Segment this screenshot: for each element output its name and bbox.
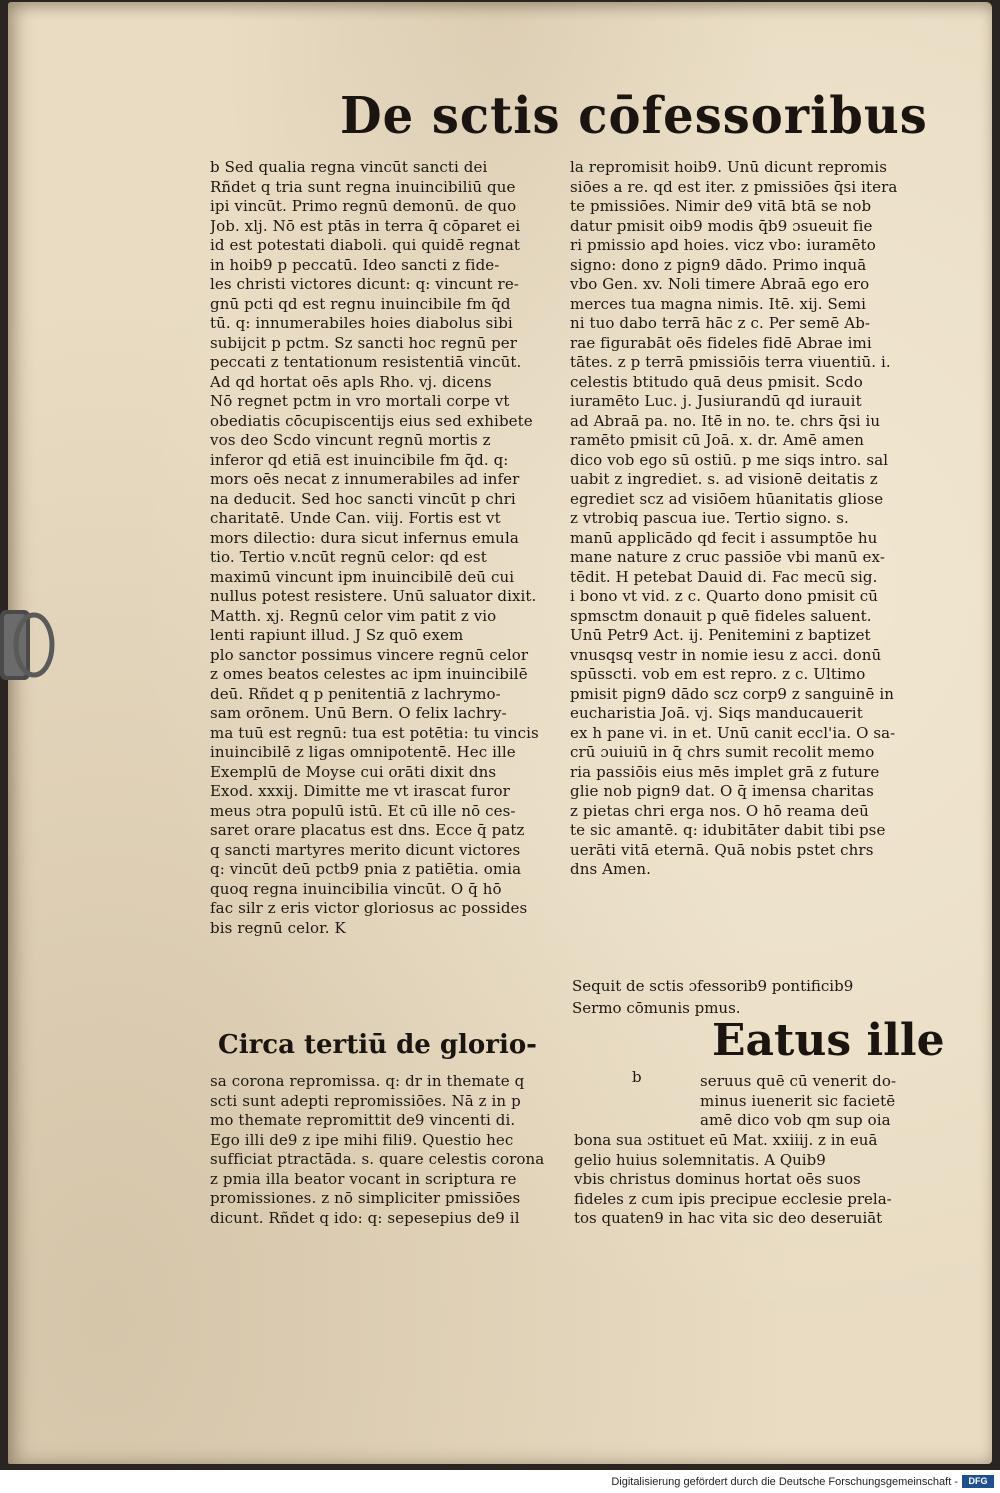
text-line: Exod. xxxij. Dimitte me vt irascat furor bbox=[210, 782, 510, 800]
text-line: Rñdet q tria sunt regna inuincibiliū que bbox=[210, 177, 516, 196]
text-line: sufficiat ptractāda. s. quare celestis corona bbox=[210, 1150, 545, 1168]
text-line: sam orōnem. Unū Bern. O felix lachry- bbox=[210, 704, 507, 722]
text-line: glie nob pign9 dat. O q̄ imensa charitas bbox=[570, 782, 874, 800]
text-line: Job. xlj. Nō est ptās in terra q̄ cōparet ei bbox=[210, 216, 521, 235]
text-line: na deducit. Sed hoc sancti vincūt p chri bbox=[210, 489, 516, 508]
text-line: gnū pcti qd est regnu inuincibile fm q̄d bbox=[210, 294, 511, 313]
text-line: te pmissiōes. Nimir de9 vitā btā se nob bbox=[570, 197, 872, 215]
text-line: fideles z cum ipis precipue ecclesie prela- bbox=[574, 1189, 892, 1208]
text-line: subijcit p pctm. Sz sancti hoc regnū per bbox=[210, 333, 518, 352]
text-line: deū. Rñdet q p penitentiā z lachrymo- bbox=[210, 684, 501, 703]
text-line: vnusqsq vestr in nomie iesu z acci. donū bbox=[570, 645, 882, 664]
dfg-logo: DFG bbox=[962, 1475, 994, 1488]
right-column-indented bbox=[700, 1072, 935, 1131]
text-line: mo themate repromittit de9 vincenti di. bbox=[210, 1111, 516, 1129]
text-line: amē dico vob qm sup oia bbox=[700, 1111, 891, 1129]
text-line: uerāti vitā eternā. Quā nobis pstet chrs bbox=[570, 840, 874, 859]
text-line: inuincibilē z ligas omnipotentē. Hec ille bbox=[210, 743, 516, 761]
text-line: mane nature z cruc passiōe vbi manū ex- bbox=[570, 548, 886, 566]
text-line: egrediet scz ad visiōem hūanitatis gliose bbox=[570, 489, 884, 508]
text-line: inferor qd etiā est inuincibile fm q̄d. q: bbox=[210, 450, 509, 469]
text-line: z omes beatos celestes ac ipm inuincibilē bbox=[210, 665, 528, 683]
text-line: id est potestati diaboli. qui quidē regnat bbox=[210, 236, 521, 254]
text-line: saret orare placatus est dns. Ecce q̄ patz bbox=[210, 821, 525, 839]
text-line: te sic amantē. q: idubitāter dabit tibi pse bbox=[570, 821, 886, 839]
text-line: nullus potest resistere. Unū saluator dixit. bbox=[210, 587, 537, 605]
text-line: vbo Gen. xv. Noli timere Abraā ego ero bbox=[570, 275, 870, 293]
text-line: merces tua magna nimis. Itē. xij. Semi bbox=[570, 294, 867, 313]
text-line: Unū Petr9 Act. ij. Penitemini z baptizet bbox=[570, 626, 871, 644]
right-column bbox=[570, 158, 935, 880]
text-line: tū. q: innumerabiles hoies diabolus sibi bbox=[210, 314, 513, 332]
footer-credit: Digitalisierung gefördert durch die Deutsche Forschungsgemeinschaft - bbox=[611, 1476, 958, 1488]
text-line: i bono vt vid. z c. Quarto dono pmisit cū bbox=[570, 587, 879, 605]
text-line: dicunt. Rñdet q ido: q: sepesepius de9 il bbox=[210, 1208, 520, 1227]
text-line: Sermo cōmunis pmus. bbox=[572, 999, 741, 1017]
text-line: bona sua ɔstituet eū Mat. xxiiij. z in euā bbox=[574, 1131, 878, 1149]
text-line: ni tuo dabo terrā hāc z c. Per semē Ab- bbox=[570, 314, 871, 332]
text-line: Ego illi de9 z ipe mihi fili9. Questio hec bbox=[210, 1130, 514, 1149]
text-line: mors dilectio: dura sicut infernus emula bbox=[210, 528, 519, 547]
text-line: siōes a re. qd est iter. z pmissiōes q̄si itera bbox=[570, 177, 898, 196]
text-line: mors oēs necat z innumerabiles ad infer bbox=[210, 470, 520, 488]
text-line: ramēto pmisit cū Joā. x. dr. Amē amen bbox=[570, 431, 865, 449]
text-line: q sancti martyres merito dicunt victores bbox=[210, 840, 521, 859]
text-line: uabit z ingrediet. s. ad visionē deitatis z bbox=[570, 470, 878, 488]
text-line: rae figurabāt oēs fideles fidē Abrae imi bbox=[570, 333, 872, 352]
text-line: maximū vincunt ipm inuincibilē deū cui bbox=[210, 567, 515, 586]
decorative-initial-heading: Eatus ille bbox=[712, 1015, 945, 1066]
text-line: pmisit pign9 dādo scz corp9 z sanguinē in bbox=[570, 684, 895, 703]
left-column bbox=[210, 158, 565, 938]
text-line: celestis btitudo quā deus pmisit. Scdo bbox=[570, 372, 863, 391]
text-line: in hoib9 p peccatū. Ideo sancti z fide- bbox=[210, 255, 500, 274]
text-line: les christi victores dicunt: q: vincunt re- bbox=[210, 275, 519, 293]
guide-letter: b bbox=[632, 1068, 642, 1086]
text-line: spūsscti. vob em est repro. z c. Ultimo bbox=[570, 665, 866, 683]
text-line: ria passiōis eius mēs implet grā z future bbox=[570, 762, 880, 781]
text-line: plo sanctor possimus vincere regnū celor bbox=[210, 645, 529, 664]
text-line: Ad qd hortat oēs apls Rho. vj. dicens bbox=[210, 372, 492, 391]
clasp-icon bbox=[0, 600, 56, 690]
text-line: seruus quē cū venerit do- bbox=[700, 1072, 897, 1090]
text-line: tēdit. H petebat Dauid di. Fac mecū sig. bbox=[570, 567, 878, 586]
text-line: ma tuū est regnū: tua est potētia: tu vincis bbox=[210, 723, 539, 742]
left-column-continued bbox=[210, 1072, 565, 1228]
text-line: meus ɔtra populū istū. Et cū ille nō ces- bbox=[210, 801, 516, 820]
text-line: iuramēto Luc. j. Jusiurandū qd iurauit bbox=[570, 392, 862, 410]
text-line: lenti rapiunt illud. J Sz quō exem bbox=[210, 626, 464, 644]
text-line: q: vincūt deū pctb9 pnia z patiētia. omia bbox=[210, 860, 522, 878]
text-line: manū applicādo qd fecit i assumptōe hu bbox=[570, 528, 878, 547]
text-line: Matth. xj. Regnū celor vim patit z vio bbox=[210, 606, 497, 625]
text-line: crū ɔuiuiū in q̄ chrs sumit recolit memo bbox=[570, 743, 875, 761]
text-line: obediatis cōcupiscentijs eius sed exhibete bbox=[210, 411, 533, 430]
text-line: Sequit de sctis ɔfessorib9 pontificib9 bbox=[572, 977, 854, 995]
text-line: spmsctm donauit p quē fideles saluent. bbox=[570, 606, 872, 625]
text-line: z vtrobiq pascua iue. Tertio signo. s. bbox=[570, 509, 849, 527]
text-line: ipi vincūt. Primo regnū demonū. de quo bbox=[210, 197, 517, 215]
text-line: promissiones. z nō simpliciter pmissiōes bbox=[210, 1189, 521, 1207]
text-line: ri pmissio apd hoies. vicz vbo: iuramēto bbox=[570, 236, 876, 254]
text-line: Exemplū de Moyse cui orāti dixit dns bbox=[210, 762, 497, 781]
text-line: gelio huius solemnitatis. A Quib9 bbox=[574, 1150, 826, 1169]
text-line: charitatē. Unde Can. viij. Fortis est vt bbox=[210, 509, 501, 527]
text-line: z pmia illa beator vocant in scriptura re bbox=[210, 1169, 517, 1188]
text-line: signo: dono z pign9 dādo. Primo inquā bbox=[570, 255, 867, 274]
text-line: scti sunt adepti repromissiōes. Nā z in p bbox=[210, 1091, 521, 1110]
text-line: vos deo Scdo vincunt regnū mortis z bbox=[210, 431, 491, 449]
text-line: z pietas chri erga nos. O hō reama deū bbox=[570, 801, 869, 820]
sermon-rubric bbox=[572, 975, 932, 1019]
text-line: dico vob ego sū ostiū. p me siqs intro. sal bbox=[570, 450, 889, 469]
text-line: datur pmisit oib9 modis q̄b9 ɔsueuit fie bbox=[570, 216, 873, 235]
text-line: b Sed qualia regna vincūt sancti dei bbox=[210, 158, 488, 176]
text-line: ad Abraā pa. no. Itē in no. te. chrs q̄si iu bbox=[570, 411, 881, 430]
text-line: fac silr z eris victor gloriosus ac possides bbox=[210, 899, 528, 917]
text-line: bis regnū celor. K bbox=[210, 918, 346, 937]
section-subheading: Circa tertiū de glorio- bbox=[218, 1030, 537, 1060]
text-line: peccati z tentationum resistentiā vincūt. bbox=[210, 353, 522, 371]
page-heading: De sctis cōfessoribus bbox=[340, 86, 928, 146]
text-line: sa corona repromissa. q: dr in themate q bbox=[210, 1072, 525, 1090]
text-line: minus iuenerit sic facietē bbox=[700, 1091, 896, 1110]
text-line: Nō regnet pctm in vro mortali corpe vt bbox=[210, 392, 510, 410]
text-line: vbis christus dominus hortat oēs suos bbox=[574, 1170, 861, 1188]
text-line: quoq regna inuincibilia vincūt. O q̄ hō bbox=[210, 879, 502, 898]
text-line: tio. Tertio v.ncūt regnū celor: qd est bbox=[210, 548, 487, 566]
text-line: dns Amen. bbox=[570, 860, 651, 878]
text-line: ex h pane vi. in et. Unū canit eccl'ia. O sa- bbox=[570, 723, 896, 742]
right-column-continued bbox=[574, 1131, 934, 1229]
text-line: eucharistia Joā. vj. Siqs manducauerit bbox=[570, 704, 863, 722]
text-line: la repromisit hoib9. Unū dicunt repromis bbox=[570, 158, 888, 176]
text-line: tātes. z p terrā pmissiōis terra viuentiū. i. bbox=[570, 353, 891, 371]
text-line: tos quaten9 in hac vita sic deo deseruiāt bbox=[574, 1209, 883, 1227]
